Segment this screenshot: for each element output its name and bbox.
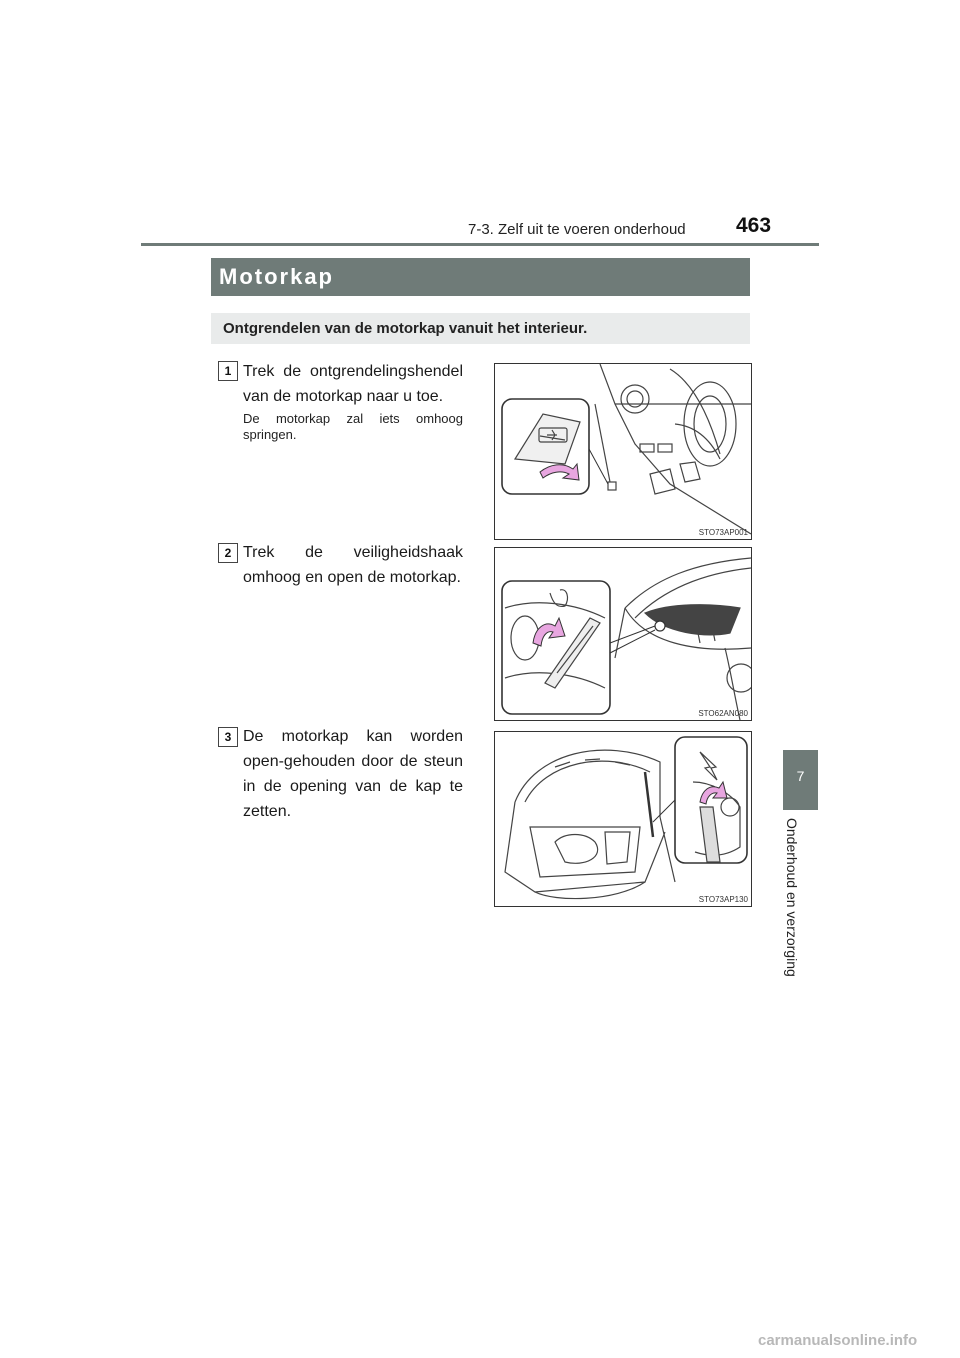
section-title-bar xyxy=(211,258,750,296)
figure-safety-catch xyxy=(494,547,752,721)
chapter-tab[interactable] xyxy=(783,750,818,810)
chapter-number: 7 xyxy=(796,768,805,784)
figure-hood-release-lever xyxy=(494,363,752,540)
header-divider xyxy=(141,243,819,246)
safety-catch-illustration xyxy=(495,548,751,720)
step-text-1: Trek de ontgrendelingshendel van de motorkap naar u toe. xyxy=(243,363,463,405)
figure-hood-support-rod xyxy=(494,731,752,907)
step-note-1: De motorkap zal iets omhoog springen. xyxy=(243,411,463,442)
step-number-2: 2 xyxy=(218,543,238,563)
step-number-3: 3 xyxy=(218,727,238,747)
step-number-1: 1 xyxy=(218,361,238,381)
chapter-side-label: Onderhoud en verzorging xyxy=(784,818,800,977)
step-text-3: De motorkap kan worden open-gehouden door de steun in de opening van de kap te zetten. xyxy=(243,728,463,820)
hood-release-illustration xyxy=(495,364,751,539)
page-number: 463 xyxy=(736,214,772,237)
watermark: carmanualsonline.info xyxy=(758,1332,918,1349)
step-text-2: Trek de veiligheidshaak omhoog en open de motorkap. xyxy=(243,544,463,586)
figure-code-2: STO62AN080 xyxy=(698,709,748,718)
subsection-bar xyxy=(211,313,750,344)
header-section-title: 7-3. Zelf uit te voeren onderhoud xyxy=(468,221,686,238)
figure-code-3: STO73AP130 xyxy=(698,895,748,904)
figure-code-1: STO73AP001 xyxy=(698,528,748,537)
section-title: Motorkap xyxy=(219,264,334,289)
subsection-title: Ontgrendelen van de motorkap vanuit het interieur. xyxy=(223,320,588,337)
hood-support-illustration xyxy=(495,732,751,906)
